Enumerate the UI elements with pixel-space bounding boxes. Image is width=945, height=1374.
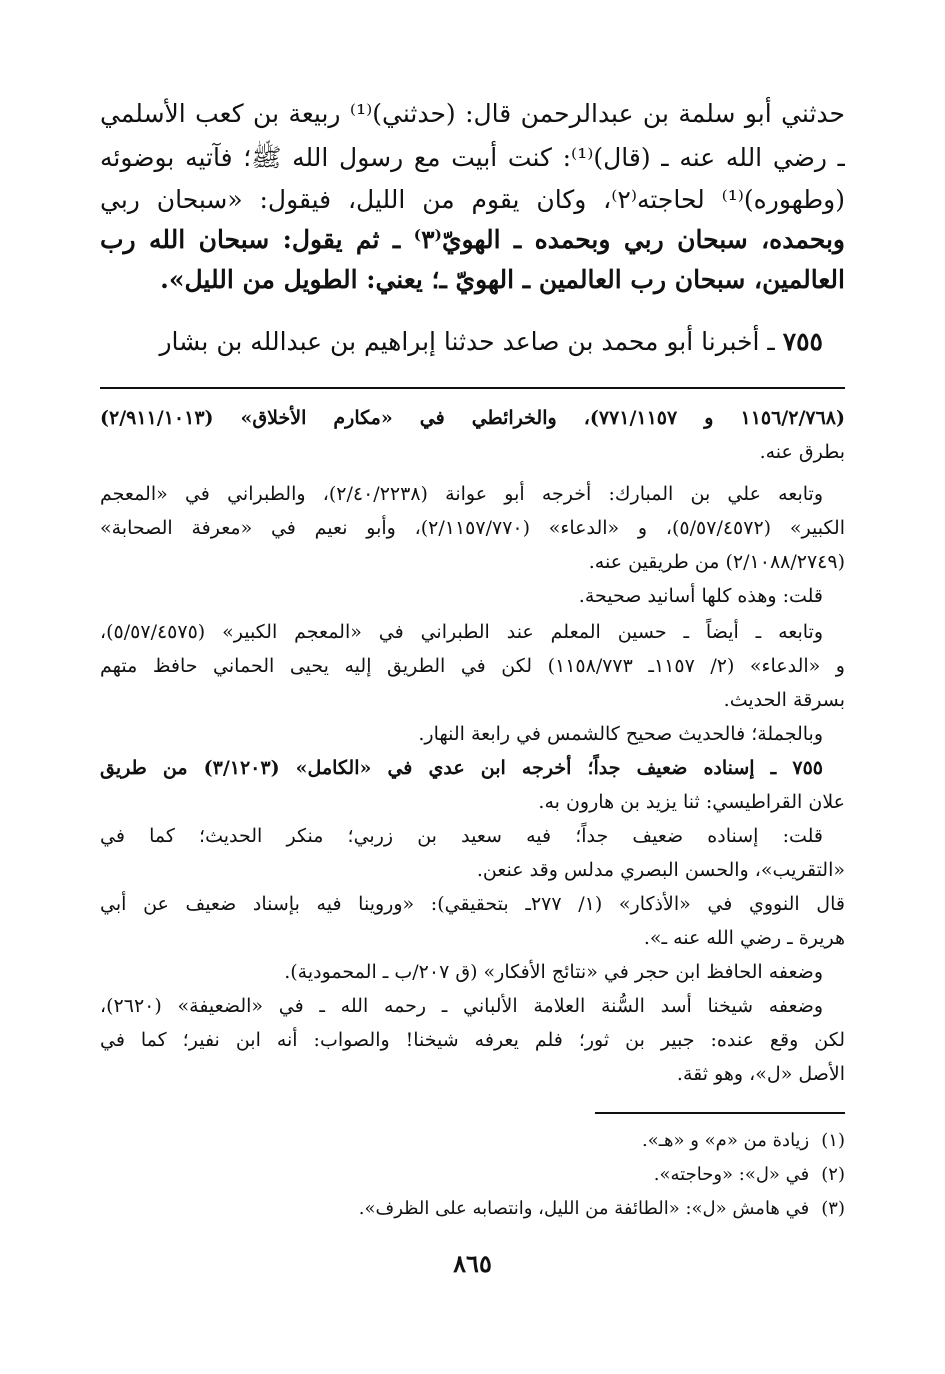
commentary-line-2: بطرق عنه. [759,441,845,463]
footnote-number: (٣) [821,1198,845,1219]
main-text-line-2: ـ رضي الله عنه ـ (قال)⁽¹⁾: كنت أبيت مع رسول الله ﷺ؛ فآتيه بوضوئه [100,143,845,172]
main-text-line-4: وبحمده، سبحان ربي وبحمده ـ الهويّ⁽٣⁾ ـ ثم يقول: سبحان الله رب [100,225,845,254]
footnote-2 [100,1158,845,1192]
footnotes-separator-rule [595,1112,845,1114]
commentary-line-16: هريرة ـ رضي الله عنه ـ». [643,927,845,949]
commentary-line-3: وتابعه علي بن المبارك: أخرجه أبو عوانة (٢/٤٠/٢٢٣٨)، والطبراني في «المعجم [100,483,823,505]
commentary-line-13: قلت: إسناده ضعيف جداً؛ فيه سعيد بن زربي؛ منكر الحديث؛ كما في [100,825,823,847]
commentary-line-15: قال النووي في «الأذكار» (١/ ٢٧٧ـ بتحقيقي): «وروينا فيه بإسناد ضعيف عن أبي [100,893,845,915]
commentary-line-19: لكن وقع عنده: جبير بن ثور؛ فلم يعرفه شيخنا! والصواب: أنه ابن نفير؛ كما في [100,1029,845,1051]
commentary-line-1: (١١٥٦/٢/٧٦٨ و ٧٧١/١١٥٧)، والخرائطي في «مكارم الأخلاق» (٢/٩١١/١٠١٣) [100,407,845,429]
commentary-line-14: «التقريب»، والحسن البصري مدلس وقد عنعن. [476,859,845,881]
commentary-line-10: وبالجملة؛ فالحديث صحيح كالشمس في رابعة النهار. [418,723,823,745]
commentary-line-5: (٢/١٠٨٨/٢٧٤٩) من طريقين عنه. [588,551,845,573]
footnote-number: (٢) [821,1164,845,1185]
commentary-line-4: الكبير» (٥/٥٧/٤٥٧٢)، و «الدعاء» (٢/١١٥٧/٧٧٠)، وأبو نعيم في «معرفة الصحابة» [100,517,845,539]
commentary-line-9: بسرقة الحديث. [723,689,845,711]
main-separator-rule [100,387,845,389]
commentary-line-18: وضعفه شيخنا أسد السُّنة العلامة الألباني ـ رحمه الله ـ في «الضعيفة» (٢٦٢٠)، [100,995,823,1017]
commentary-line-17: وضعفه الحافظ ابن حجر في «نتائج الأفكار» (ق ٢٠٧/ب ـ المحمودية). [284,961,823,983]
commentary-line-20: الأصل «ل»، وهو ثقة. [676,1063,845,1085]
hadith-755-start [100,320,845,364]
commentary-line-8: و «الدعاء» (٢/ ١١٥٧ـ ١١٥٨/٧٧٣) لكن في الطريق إليه يحيى الحماني حافظ متهم [100,655,845,677]
hadith-start-text: ـ أخبرنا أبو محمد بن صاعد حدثنا إبراهيم بن عبدالله بن بشار [159,327,775,356]
commentary-line-7: وتابعه ـ أيضاً ـ حسين المعلم عند الطبراني في «المعجم الكبير» (٥/٥٧/٤٥٧٥)، [100,621,824,643]
page-number: ٨٦٥ [453,1249,492,1278]
main-text-line-3: (وطهوره)⁽¹⁾ لحاجته⁽٢⁾، وكان يقوم من الليل، فيقول: «سبحان ربي [100,185,845,214]
commentary-line-12: علان القراطيسي: ثنا يزيد بن هارون به. [538,791,845,813]
main-text-line-5: العالمين، سبحان رب العالمين ـ الهويّ ـ؛ يعني: الطويل من الليل». [160,265,845,294]
commentary-line-11: ٧٥٥ ـ إسناده ضعيف جداً؛ أخرجه ابن عدي في «الكامل» (٣/١٢٠٣) من طريق [100,757,823,779]
footnote-text: زيادة من «م» و «هـ». [642,1130,810,1151]
footnote-text: في هامش «ل»: «الطائفة من الليل، وانتصابه على الظرف». [358,1198,810,1219]
main-text-line-1: حدثني أبو سلمة بن عبدالرحمن قال: (حدثني)⁽¹⁾ ربيعة بن كعب الأسلمي [100,99,845,128]
footnote-text: في «ل»: «وحاجته». [653,1164,810,1185]
hadith-number: ٧٥٥ [782,327,823,356]
commentary-line-6: قلت: وهذه كلها أسانيد صحيحة. [578,585,823,607]
footnote-number: (١) [821,1130,845,1151]
footnote-3 [100,1192,845,1226]
footnote-1 [100,1124,845,1158]
